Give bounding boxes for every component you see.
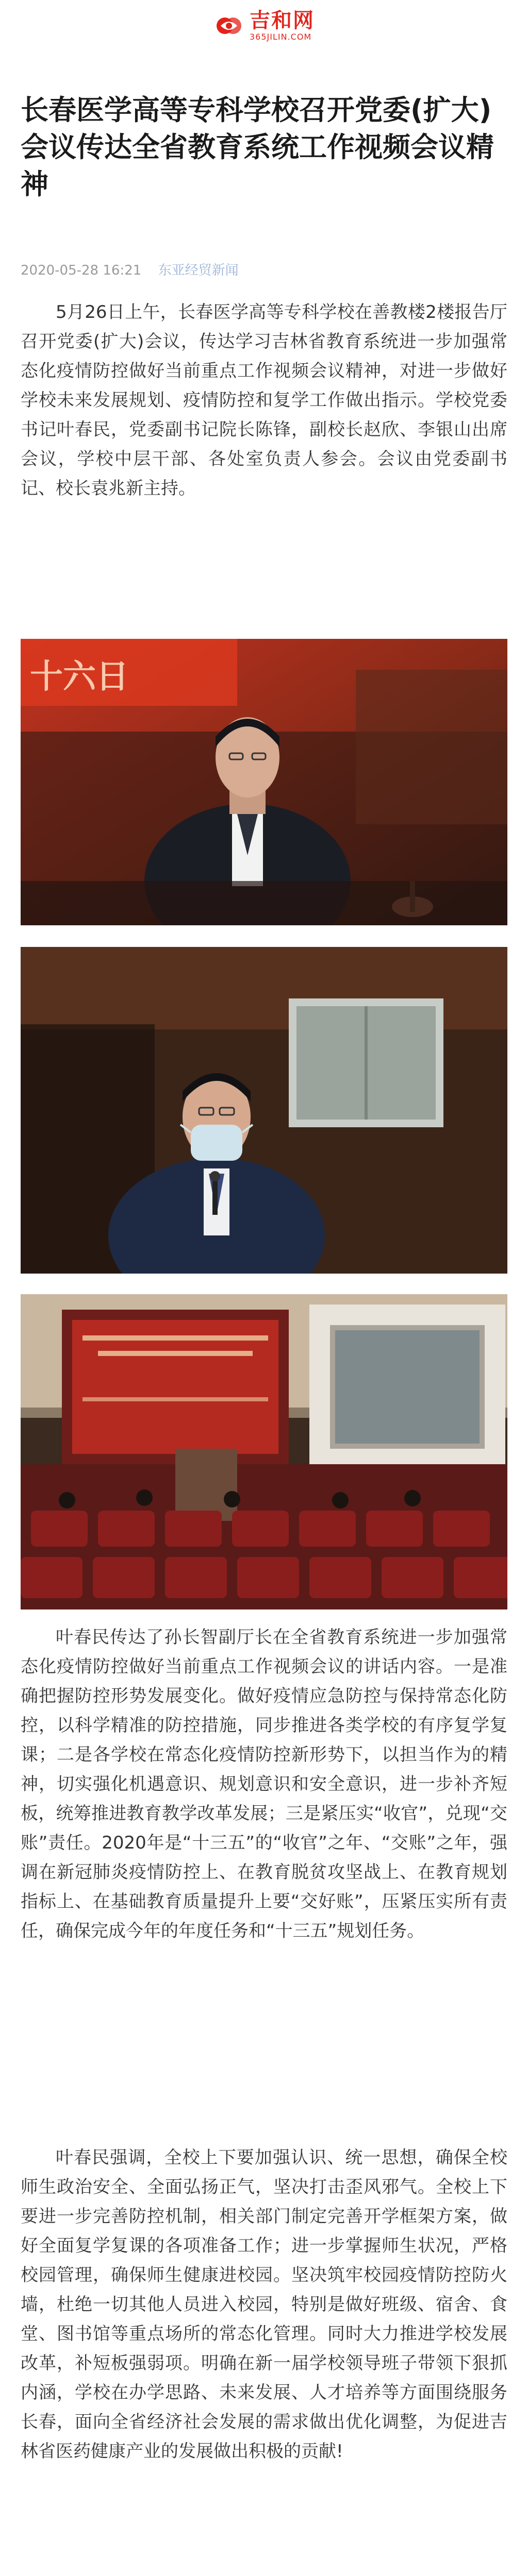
site-header <box>0 0 528 52</box>
article-paragraph-1: 5月26日上午，长春医学高等专科学校在善教楼2楼报告厅召开党委(扩大)会议，传达学习吉林省教育系统进一步加强常态化疫情防控做好当前重点工作视频会议精神，对进一步做好学校未来发展规划、疫情防控和复学工作做出指示。学校党委书记叶春民，党委副书记院长陈锋，副校长赵欣、李银山出席会议，学校中层干部、各处室负责人参会。会议由党委副书记、校长袁兆新主持。 <box>21 302 507 499</box>
photo-1-banner-text: 十六日 <box>30 657 129 696</box>
logo-mark-icon <box>213 10 244 41</box>
article-title: 长春医学高等专科学校召开党委(扩大)会议传达全省教育系统工作视频会议精神 <box>21 94 494 200</box>
site-logo[interactable] <box>213 10 315 41</box>
logo-name-cn: 吉和网 <box>250 9 315 32</box>
article-paragraph-2: 叶春民传达了孙长智副厅长在全省教育系统进一步加强常态化疫情防控做好当前重点工作视频会议的讲话内容。一是准确把握防控形势发展变化。做好疫情应急防控与保持常态化防控，以科学精准的防控措施，同步推进各类学校的有序复学复课；二是各学校在常态化疫情防控新形势下，以担当作为的精神，切实强化机遇意识、规划意识和安全意识，进一步补齐短板，统筹推进教育教学改革发展；三是紧压实“收官”，兑现“交账”责任。2020年是“十三五”的“收官”之年、“交账”之年，强调在新冠肺炎疫情防控上、在教育脱贫攻坚战上、在教育规划指标上、在基础教育质量提升上要“交好账”，压紧压实所有责任，确保完成今年的年度任务和“十三五”规划任务。 <box>21 1627 507 1941</box>
article-photo-2 <box>21 947 507 1274</box>
article-photo-3 <box>21 1294 507 1609</box>
photo-3-image <box>21 1294 507 1609</box>
logo-name-en: 365JILIN.COM <box>250 32 312 42</box>
article-paragraph-3: 叶春民强调，全校上下要加强认识、统一思想，确保全校师生政治安全、全面弘扬正气，坚决打击歪风邪气。全校上下要进一步完善防控机制，相关部门制定完善开学框架方案，做好全面复学复课的各项准备工作；进一步掌握师生状况，严格校园管理，确保师生健康进校园。坚决筑牢校园疫情防控防火墙，杜绝一切其他人员进入校园，特别是做好班级、宿舍、食堂、图书馆等重点场所的常态化管理。同时大力推进学校发展改革，补短板强弱项。明确在新一届学校领导班子带领下狠抓内涵，学校在办学思路、未来发展、人才培养等方面围绕服务长春，面向全省经济社会发展的需求做出优化调整，为促进吉林省医药健康产业的发展做出积极的贡献! <box>21 2147 507 2462</box>
article-photo-1 <box>21 639 507 925</box>
article-meta <box>21 260 507 279</box>
article-date: 2020-05-28 16:21 <box>21 263 142 278</box>
article-source[interactable]: 东亚经贸新闻 <box>158 263 239 278</box>
photo-2-image <box>21 947 507 1274</box>
